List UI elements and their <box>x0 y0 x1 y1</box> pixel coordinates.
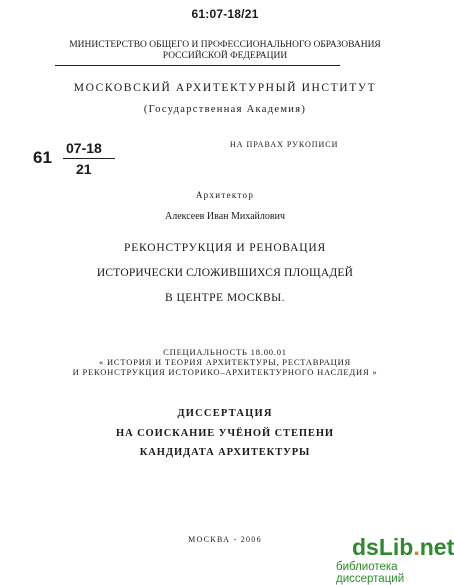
library-stamp-code: 61:07-18/21 <box>191 7 259 21</box>
author-role: Архитектор <box>195 190 255 200</box>
catalog-code-main: 61 <box>33 148 52 167</box>
academy-subtitle: (Государственная Академия) <box>143 104 307 115</box>
logo-part-ds: ds <box>352 534 379 560</box>
specialty-line-2: И РЕКОНСТРУКЦИЯ ИСТОРИКО–АРХИТЕКТУРНОГО НАСЛЕДИЯ » <box>72 367 378 377</box>
ministry-line-2: РОССИЙСКОЙ ФЕДЕРАЦИИ <box>162 51 288 61</box>
specialty-block <box>0 347 450 377</box>
logo-part-lib: Lib <box>378 534 414 560</box>
ministry-line-1: МИНИСТЕРСТВО ОБЩЕГО И ПРОФЕССИОНАЛЬНОГО ОБРАЗОВАНИЯ <box>69 40 381 50</box>
specialty-line-1: « ИСТОРИЯ И ТЕОРИЯ АРХИТЕКТУРЫ, РЕСТАВРАЦИЯ <box>99 357 351 367</box>
header-divider <box>55 65 340 66</box>
logo-part-net: net <box>419 534 454 560</box>
degree-type: ДИССЕРТАЦИЯ <box>177 408 273 419</box>
manuscript-rights: НА ПРАВАХ РУКОПИСИ <box>230 140 339 149</box>
specialty-code: СПЕЦИАЛЬНОСТЬ 18.00.01 <box>163 347 287 357</box>
institute-name: МОСКОВСКИЙ АРХИТЕКТУРНЫЙ ИНСТИТУТ <box>73 82 377 94</box>
thesis-title-line-2: ИСТОРИЧЕСКИ СЛОЖИВШИХСЯ ПЛОЩАДЕЙ <box>96 267 354 279</box>
dslib-subtitle: библиотека диссертаций <box>336 561 405 585</box>
dslib-logo[interactable] <box>352 535 454 559</box>
ministry-header <box>0 40 450 62</box>
catalog-code-bottom: 21 <box>76 161 92 177</box>
degree-line-1: НА СОИСКАНИЕ УЧЁНОЙ СТЕПЕНИ <box>116 428 334 439</box>
logo-dot: . <box>413 534 420 560</box>
catalog-code-top: 07-18 <box>66 140 102 156</box>
thesis-title-line-3: В ЦЕНТРЕ МОСКВЫ. <box>164 292 286 304</box>
city-year: МОСКВА - 2006 <box>188 535 262 544</box>
degree-line-2: КАНДИДАТА АРХИТЕКТУРЫ <box>139 447 311 458</box>
catalog-code-divider <box>63 158 115 159</box>
author-name: Алексеев Иван Михайлович <box>164 211 285 222</box>
thesis-title-line-1: РЕКОНСТРУКЦИЯ И РЕНОВАЦИЯ <box>124 242 326 254</box>
